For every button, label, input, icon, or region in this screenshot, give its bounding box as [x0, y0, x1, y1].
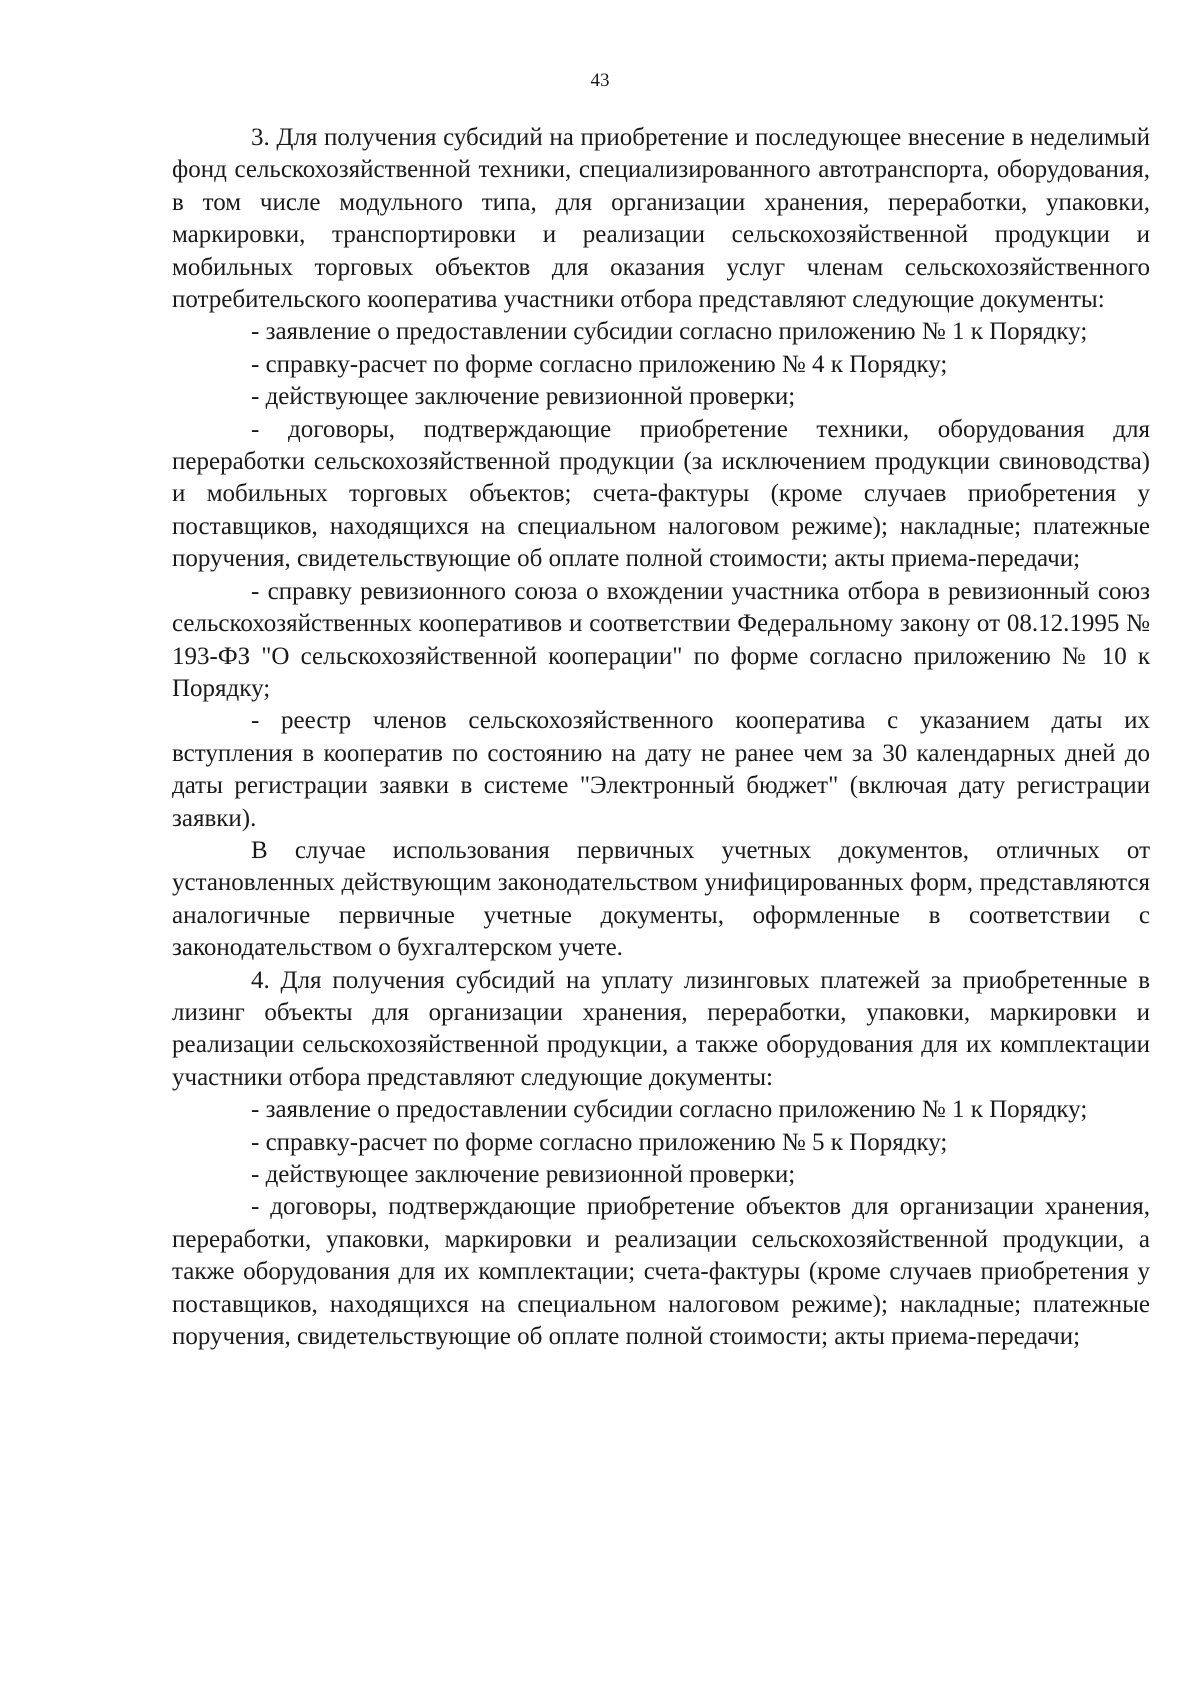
document-body [172, 122, 1150, 1353]
list-item-purchase-contracts: - договоры, подтверждающие приобретение техники, оборудования для переработки сельскохозяйственной продукции (за исключением продукции свиноводства) и мобильных торговых объектов; счета-фактуры (кроме случаев приобретения у поставщиков, находящихся на специальном налоговом режиме); накладные; платежные поручения, свидетельствующие об оплате полной стоимости; акты приема-передачи; [172, 415, 1150, 573]
list-item-application-2: - заявление о предоставлении субсидии согласно приложению № 1 к Порядку; [251, 1096, 1088, 1124]
list-item-audit-conclusion: - действующее заключение ревизионной проверки; [251, 383, 796, 411]
paragraph-item-4-intro: 4. Для получения субсидий на уплату лизинговых платежей за приобретенные в лизинг объекты для организации хранения, переработки, упаковки, маркировки и реализации сельскохозяйственной продукции, а также оборудования для их комплектации участники отбора представляют следующие документы: [172, 966, 1150, 1091]
list-item-leasing-contracts: - договоры, подтверждающие приобретение объектов для организации хранения, переработки, упаковки, маркировки и реализации сельскохозяйственной продукции, а также оборудования для их комплектации; счета-фактуры (кроме случаев приобретения у поставщиков, находящихся на специальном налоговом режиме); накладные; платежные поручения, свидетельствующие об оплате полной стоимости; акты приема-передачи; [172, 1193, 1150, 1351]
page-number: 43 [590, 70, 610, 91]
list-item-audit-union-certificate: - справку ревизионного союза о вхождении участника отбора в ревизионный союз сельскохозяйственных кооперативов и соответствии Федеральному закону от 08.12.1995 № 193-ФЗ "О сельскохозяйственной кооперации" по форме согласно приложению № 10 к Порядку; [172, 577, 1150, 702]
list-item-calculation-form-5: - справку-расчет по форме согласно приложению № 5 к Порядку; [251, 1128, 948, 1156]
list-item-members-register: - реестр членов сельскохозяйственного кооператива с указанием даты их вступления в кооператив по состоянию на дату не ранее чем за 30 календарных дней до даты регистрации заявки в системе "Электронный бюджет" (включая дату регистрации заявки). [172, 707, 1150, 832]
paragraph-primary-documents: В случае использования первичных учетных документов, отличных от установленных действующим законодательством унифицированных форм, представляются аналогичные первичные учетные документы, оформленные в соответствии с законодательством о бухгалтерском учете. [172, 836, 1150, 962]
list-item-calculation-form-4: - справку-расчет по форме согласно приложению № 4 к Порядку; [251, 350, 948, 378]
list-item-audit-conclusion-2: - действующее заключение ревизионной проверки; [251, 1161, 796, 1188]
paragraph-item-3-intro: 3. Для получения субсидий на приобретение и последующее внесение в неделимый фонд сельскохозяйственной техники, специализированного автотранспорта, оборудования, в том числе модульного типа, для организации хранения, переработки, упаковки, маркировки, транспортировки и реализации сельскохозяйственной продукции и мобильных торговых объектов для оказания услуг членам сельскохозяйственного потребительского кооператива участники отбора представляют следующие документы: [172, 124, 1150, 314]
list-item-application: - заявление о предоставлении субсидии согласно приложению № 1 к Порядку; [251, 318, 1088, 346]
